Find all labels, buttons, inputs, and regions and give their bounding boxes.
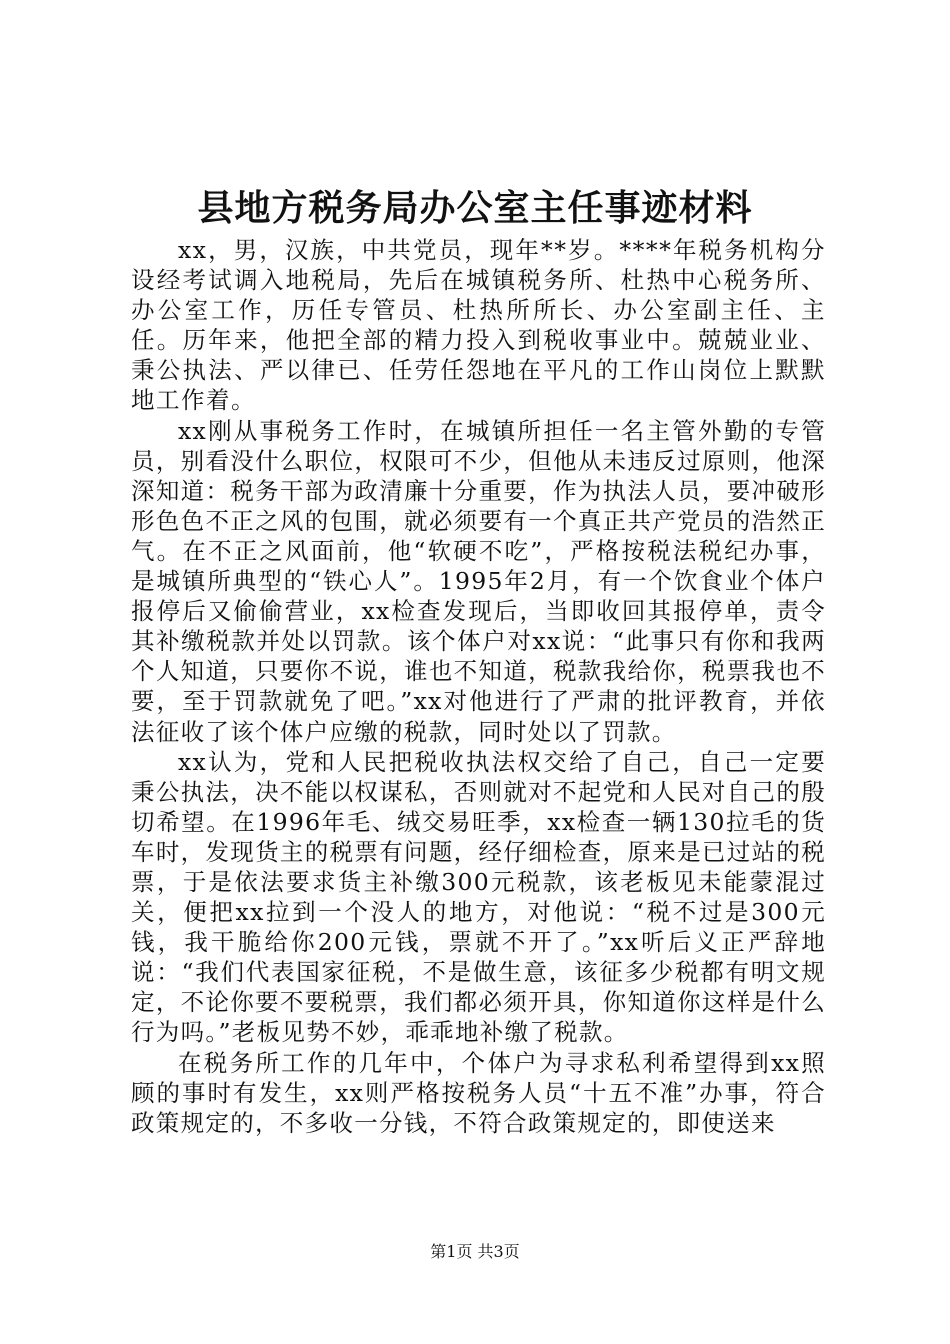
paragraph: xx，男，汉族，中共党员，现年**岁。****年税务机构分设经考试调入地税局，先后在城镇税务所、杜热中心税务所、办公室工作，历任专管员、杜热所所长、办公室副主任、主任。历年来，他把全部的精力投入到税收事业中。兢兢业业、秉公执法、严以律已、任劳任怨地在平凡的工作山岗位上默默地工作着。 <box>131 236 826 415</box>
paragraph: xx认为，党和人民把税收执法权交给了自己，自己一定要秉公执法，决不能以权谋私，否则就对不起党和人民对自己的殷切希望。在1996年毛、绒交易旺季，xx检查一辆130拉毛的货车时，发现货主的税票有问题，经仔细检查，原来是已过站的税票，于是依法要求货主补缴300元税款，该老板见未能蒙混过关，便把xx拉到一个没人的地方，对他说：“税不过是300元钱，我干脆给你200元钱，票就不开了。”xx听后义正严辞地说：“我们代表国家征税，不是做生意，该征多少税都有明文规定，不论你要不要税票，我们都必须开具，你知道你这样是什么行为吗。”老板见势不妙，乖乖地补缴了税款。 <box>131 747 826 1047</box>
paragraph: 在税务所工作的几年中，个体户为寻求私利希望得到xx照顾的事时有发生，xx则严格按税务人员“十五不准”办事，符合政策规定的，不多收一分钱，不符合政策规定的，即使送来 <box>131 1048 826 1137</box>
document-title: 县地方税务局办公室主任事迹材料 <box>197 187 753 229</box>
page-number-footer: 第1页 共3页 <box>430 1242 520 1261</box>
document-body <box>131 235 826 1138</box>
paragraph: xx刚从事税务工作时，在城镇所担任一名主管外勤的专管员，别看没什么职位，权限可不少，但他从未违反过原则，他深深知道：税务干部为政清廉十分重要，作为执法人员，要冲破形形色色不正之风的包围，就必须要有一个真正共产党员的浩然正气。在不正之风面前，他“软硬不吃”，严格按税法税纪办事，是城镇所典型的“铁心人”。1995年2月，有一个饮食业个体户报停后又偷偷营业，xx检查发现后，当即收回其报停单，责令其补缴税款并处以罚款。该个体户对xx说：“此事只有你和我两个人知道，只要你不说，谁也不知道，税款我给你，税票我也不要，至于罚款就免了吧。”xx对他进行了严肃的批评教育，并依法征收了该个体户应缴的税款，同时处以了罚款。 <box>131 416 826 746</box>
